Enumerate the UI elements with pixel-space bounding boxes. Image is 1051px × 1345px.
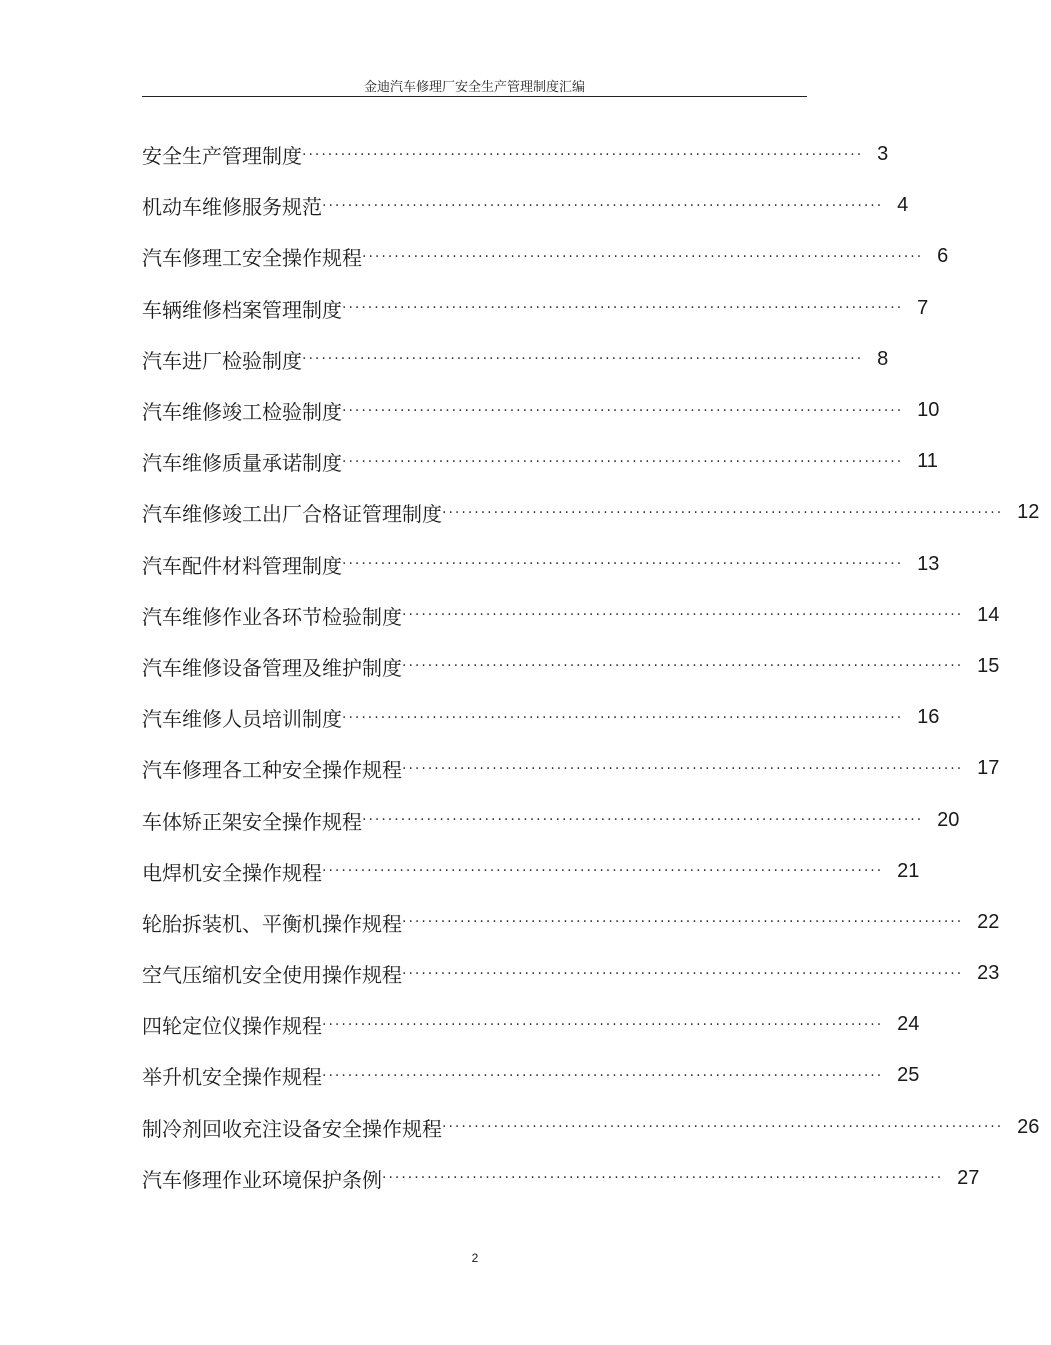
toc-entry[interactable]	[142, 641, 1000, 692]
dot-leader: ·······················································································	[322, 197, 884, 214]
dot-leader: ·······················································································	[342, 453, 904, 470]
toc-entry-page: 16	[917, 706, 940, 729]
toc-entry[interactable]	[142, 999, 920, 1050]
toc-entry-title: 汽车维修人员培训制度	[142, 707, 342, 732]
toc-entry-page: 10	[917, 399, 940, 422]
toc-entry-title: 电焊机安全操作规程	[142, 860, 322, 885]
toc-entry-title: 汽车配件材料管理制度	[142, 553, 342, 578]
dot-leader: ·······················································································	[442, 504, 1004, 521]
dot-leader: ·······················································································	[402, 658, 964, 675]
toc-entry-page: 26	[1017, 1115, 1040, 1138]
toc-entry-page: 3	[877, 143, 889, 166]
dot-leader: ·······················································································	[302, 351, 864, 368]
dot-leader: ·······················································································	[302, 146, 864, 163]
page-number: 2	[471, 1251, 479, 1265]
toc-entry-page: 25	[897, 1064, 920, 1087]
toc-entry-title: 汽车修理工安全操作规程	[142, 246, 362, 271]
dot-leader: ·······················································································	[342, 402, 904, 419]
toc-entry[interactable]	[142, 846, 920, 897]
toc-entry-title: 举升机安全操作规程	[142, 1065, 322, 1090]
toc-entry-title: 汽车维修竣工出厂合格证管理制度	[142, 502, 442, 527]
toc-entry-page: 12	[1017, 501, 1040, 524]
toc-entry-title: 汽车维修作业各环节检验制度	[142, 604, 402, 629]
header-divider	[142, 96, 807, 97]
toc-entry-page: 13	[917, 552, 940, 575]
toc-entry-title: 轮胎拆装机、平衡机操作规程	[142, 911, 402, 936]
toc-entry-title: 汽车进厂检验制度	[142, 348, 302, 373]
toc-entry[interactable]	[142, 180, 909, 231]
toc-entry[interactable]	[142, 129, 889, 180]
dot-leader: ·······················································································	[402, 914, 964, 931]
toc-entry-page: 6	[937, 245, 949, 268]
toc-entry-title: 汽车维修竣工检验制度	[142, 400, 342, 425]
dot-leader: ·······················································································	[322, 863, 884, 880]
toc-entry-title: 四轮定位仪操作规程	[142, 1014, 322, 1039]
dot-leader: ·······················································································	[342, 300, 904, 317]
toc-entry[interactable]	[142, 334, 889, 385]
toc-entry-title: 安全生产管理制度	[142, 144, 302, 169]
dot-leader: ·······················································································	[322, 1016, 884, 1033]
toc-entry-title: 汽车修理各工种安全操作规程	[142, 758, 402, 783]
toc-entry-title: 车体矫正架安全操作规程	[142, 809, 362, 834]
toc-entry-page: 24	[897, 1013, 920, 1036]
toc-entry-title: 机动车维修服务规范	[142, 195, 322, 220]
dot-leader: ·······················································································	[402, 760, 964, 777]
toc-entry[interactable]	[142, 590, 1000, 641]
toc-entry[interactable]	[142, 539, 940, 590]
dot-leader: ·······················································································	[342, 556, 904, 573]
toc-entry[interactable]	[142, 1153, 980, 1204]
toc-entry-page: 15	[977, 654, 1000, 677]
toc-entry-title: 空气压缩机安全使用操作规程	[142, 963, 402, 988]
toc-entry[interactable]	[142, 794, 960, 845]
toc-entry-page: 14	[977, 603, 1000, 626]
dot-leader: ·······················································································	[382, 1170, 944, 1187]
toc-entry-page: 8	[877, 347, 889, 370]
toc-entry[interactable]	[142, 897, 1000, 948]
dot-leader: ·······················································································	[342, 709, 904, 726]
toc-entry[interactable]	[142, 487, 1040, 538]
dot-leader: ·······················································································	[402, 607, 964, 624]
toc-entry-page: 27	[957, 1166, 980, 1189]
toc-entry-page: 20	[937, 808, 960, 831]
toc-entry-page: 4	[897, 194, 909, 217]
toc-entry[interactable]	[142, 1050, 920, 1101]
toc-entry-page: 23	[977, 962, 1000, 985]
toc-entry-title: 汽车修理作业环境保护条例	[142, 1167, 382, 1192]
toc-entry-page: 22	[977, 910, 1000, 933]
dot-leader: ·······················································································	[362, 812, 924, 829]
dot-leader: ·······················································································	[362, 248, 924, 265]
toc-entry[interactable]	[142, 948, 1000, 999]
toc-entry-title: 制冷剂回收充注设备安全操作规程	[142, 1116, 442, 1141]
toc-entry-title: 汽车维修设备管理及维护制度	[142, 655, 402, 680]
document-header: 金迪汽车修理厂安全生产管理制度汇编	[363, 80, 585, 95]
toc-entry[interactable]	[142, 743, 1000, 794]
dot-leader: ·······················································································	[322, 1067, 884, 1084]
toc-entry[interactable]	[142, 1102, 1040, 1153]
toc-entry-title: 汽车维修质量承诺制度	[142, 451, 342, 476]
toc-entry-title: 车辆维修档案管理制度	[142, 297, 342, 322]
toc-entry[interactable]	[142, 436, 938, 487]
toc-entry-page: 11	[917, 450, 938, 473]
toc-entry-page: 21	[897, 859, 920, 882]
dot-leader: ·······················································································	[402, 965, 964, 982]
toc-entry[interactable]	[142, 231, 949, 282]
toc-entry-page: 17	[977, 757, 1000, 780]
table-of-contents	[142, 129, 1040, 1204]
toc-entry[interactable]	[142, 692, 940, 743]
toc-entry[interactable]	[142, 283, 929, 334]
toc-entry-page: 7	[917, 296, 929, 319]
toc-entry[interactable]	[142, 385, 940, 436]
dot-leader: ·······················································································	[442, 1119, 1004, 1136]
